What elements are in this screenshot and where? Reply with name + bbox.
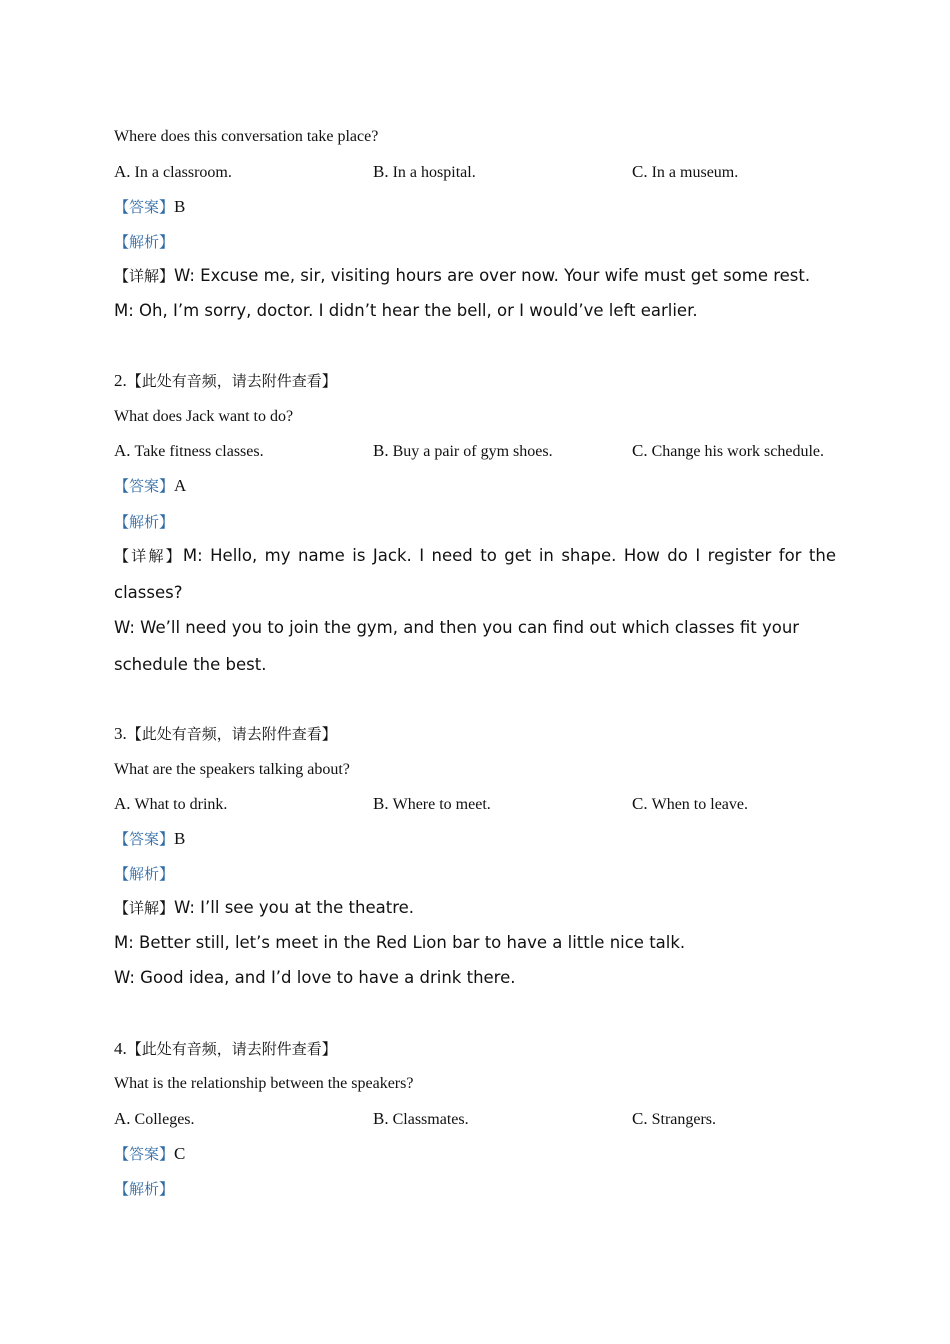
- q4-option-c: C. Strangers.: [632, 1109, 717, 1128]
- q4-header: 4.【此处有音频，请去附件查看】: [114, 1039, 337, 1058]
- q1-detail-line-1: 【详解】W: Excuse me, sir, visiting hours are over now. Your wife must get some rest.: [114, 266, 811, 285]
- q2-question: What does Jack want to do?: [114, 408, 294, 425]
- q2-option-a: A. Take fitness classes.: [114, 441, 264, 460]
- q2-detail-line-1: 【详解】M: Hello, my name is Jack. I need to get in shape. How do I register for the: [114, 546, 836, 565]
- q1-answer: 【答案】B: [114, 197, 186, 216]
- q2-header: 2.【此处有音频，请去附件查看】: [114, 371, 337, 390]
- q2-answer: 【答案】A: [114, 476, 187, 495]
- q3-detail-line-2: M: Better still, let’s meet in the Red Lion bar to have a little nice talk.: [114, 933, 686, 952]
- q1-detail-line-2: M: Oh, I’m sorry, doctor. I didn’t hear the bell, or I would’ve left earlier.: [114, 301, 698, 320]
- q4-option-b: B. Classmates.: [373, 1109, 469, 1128]
- q3-answer: 【答案】B: [114, 829, 186, 848]
- q1-option-a: A. In a classroom.: [114, 162, 232, 181]
- q1-option-b: B. In a hospital.: [373, 162, 476, 181]
- q3-option-c: C. When to leave.: [632, 794, 748, 813]
- q3-detail-line-3: W: Good idea, and I’d love to have a drink there.: [114, 968, 516, 987]
- q3-detail-line-1: 【详解】W: I’ll see you at the theatre.: [114, 898, 415, 917]
- q4-option-a: A. Colleges.: [114, 1109, 195, 1128]
- q3-analysis: 【解析】: [114, 865, 175, 883]
- q2-option-c: C. Change his work schedule.: [632, 441, 824, 460]
- q1-question: Where does this conversation take place?: [114, 128, 379, 145]
- q3-option-a: A. What to drink.: [114, 794, 228, 813]
- q3-question: What are the speakers talking about?: [114, 761, 350, 778]
- q2-option-b: B. Buy a pair of gym shoes.: [373, 441, 553, 460]
- q2-detail-line-4: schedule the best.: [114, 655, 267, 674]
- answer-label: 【答案】: [114, 198, 175, 216]
- q4-question: What is the relationship between the speakers?: [114, 1075, 414, 1092]
- q4-analysis: 【解析】: [114, 1180, 175, 1198]
- q1-analysis: 【解析】: [114, 233, 175, 251]
- q3-option-b: B. Where to meet.: [373, 794, 491, 813]
- q1-option-c: C. In a museum.: [632, 162, 739, 181]
- q2-detail-line-2: classes?: [114, 583, 183, 602]
- q4-answer: 【答案】C: [114, 1144, 186, 1163]
- q3-header: 3.【此处有音频，请去附件查看】: [114, 724, 337, 743]
- q2-analysis: 【解析】: [114, 513, 175, 531]
- q2-detail-line-3: W: We’ll need you to join the gym, and then you can find out which classes fit your: [114, 618, 800, 637]
